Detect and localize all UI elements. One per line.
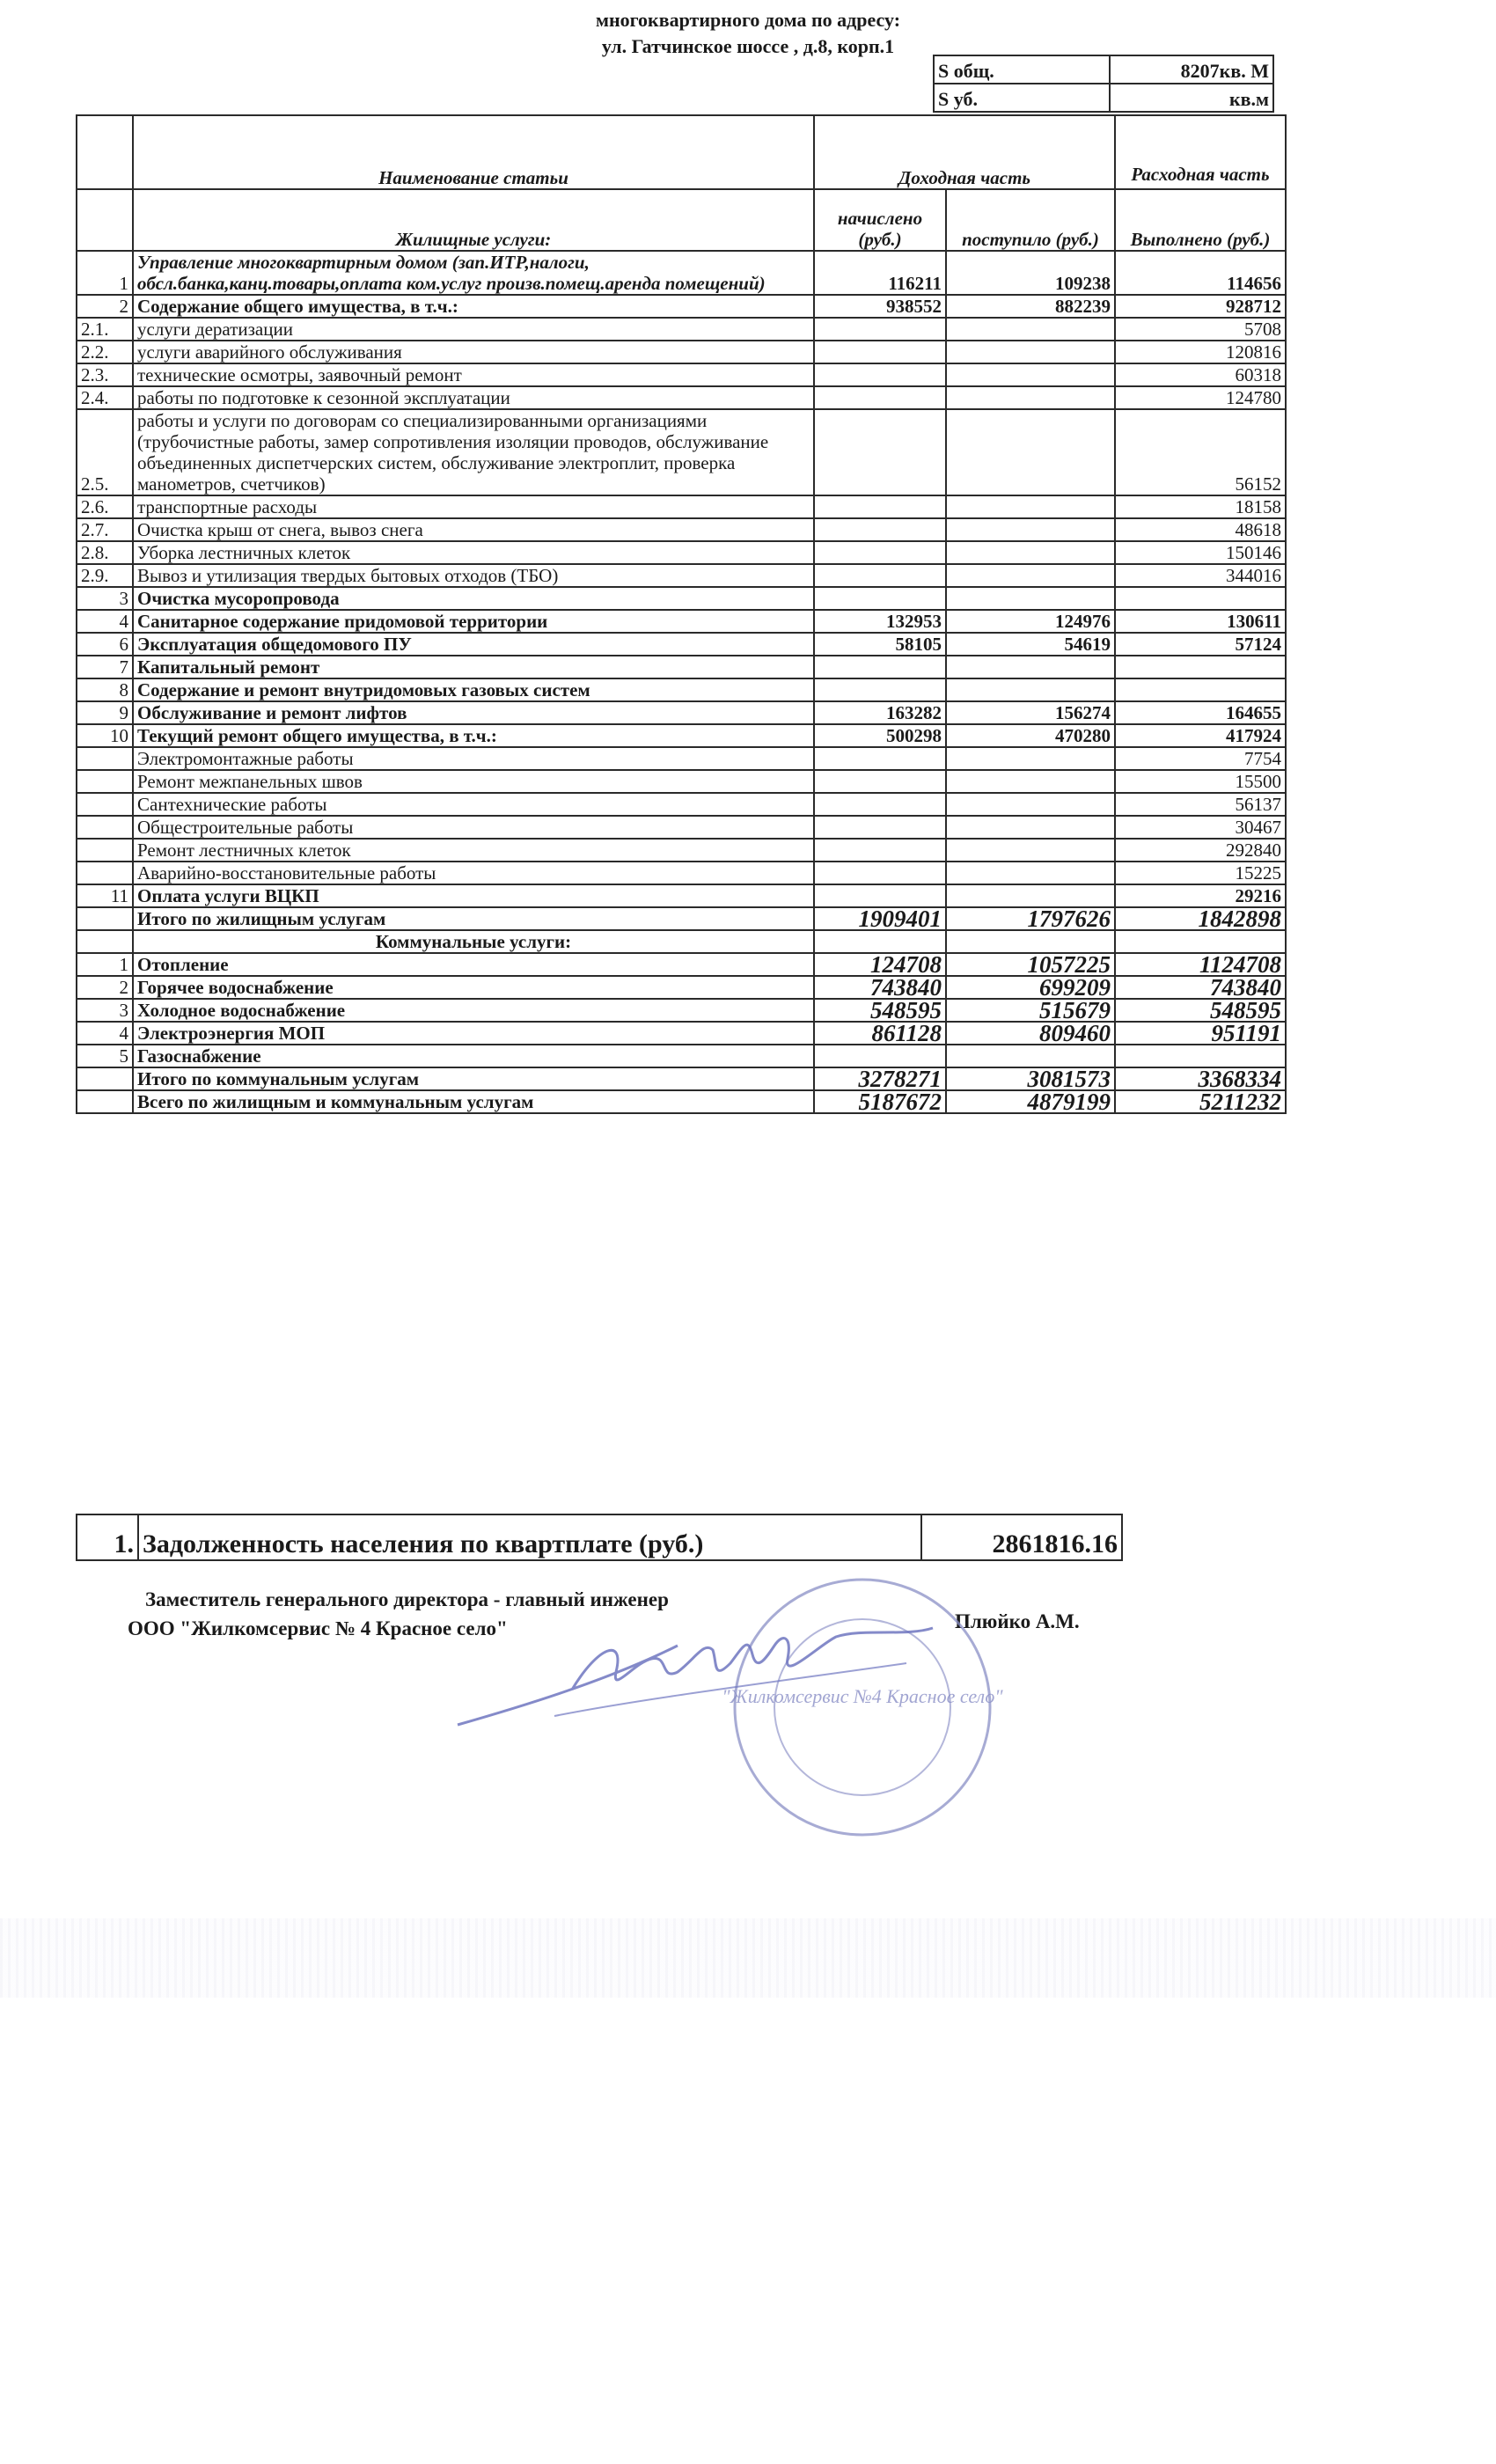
table-row [77,610,1286,633]
row-charged: 1909401 [814,907,946,930]
table-row [77,816,1286,839]
row-done: 7754 [1115,747,1286,770]
row-charged [814,587,946,610]
row-done [1115,587,1286,610]
row-charged [814,564,946,587]
row-number: 11 [77,884,133,907]
row-done: 5708 [1115,318,1286,341]
row-number: 9 [77,701,133,724]
row-name: работы по подготовке к сезонной эксплуатации [133,386,814,409]
s-ub-value: кв.м [1110,84,1273,112]
row-name: Текущий ремонт общего имущества, в т.ч.: [133,724,814,747]
table-row [77,656,1286,678]
header-line-1: многоквартирного дома по адресу: [595,9,901,31]
row-done: 344016 [1115,564,1286,587]
row-done: 3368334 [1115,1067,1286,1090]
row-received [946,816,1115,839]
table-row [77,839,1286,862]
table-row [77,386,1286,409]
row-received [946,386,1115,409]
row-received [946,541,1115,564]
table-row [77,318,1286,341]
row-charged [814,518,946,541]
table-row [77,770,1286,793]
row-received: 1057225 [946,953,1115,976]
row-done: 56137 [1115,793,1286,816]
row-done: 29216 [1115,884,1286,907]
row-received [946,839,1115,862]
row-number: 7 [77,656,133,678]
row-received: 156274 [946,701,1115,724]
row-done: 114656 [1115,251,1286,295]
debt-table [76,1514,1123,1561]
row-number: 2.1. [77,318,133,341]
row-received [946,564,1115,587]
row-done: 743840 [1115,976,1286,999]
row-number [77,747,133,770]
row-done: 548595 [1115,999,1286,1022]
col-name-header: Наименование статьи [133,115,814,189]
debt-label: Задолженность населения по квартплате (руб.) [138,1514,921,1560]
row-name: Итого по коммунальным услугам [133,1067,814,1090]
table-row [77,1090,1286,1113]
table-row [77,633,1286,656]
row-number: 8 [77,678,133,701]
table-row [77,747,1286,770]
row-done: 15500 [1115,770,1286,793]
col-expense-header: Расходная часть [1115,115,1286,189]
signer-name: Плюйко А.М. [955,1610,1080,1632]
row-done: 150146 [1115,541,1286,564]
row-charged [814,656,946,678]
col-income-header: Доходная часть [814,115,1115,189]
row-number: 10 [77,724,133,747]
row-received: 699209 [946,976,1115,999]
signer-org: ООО "Жилкомсервис № 4 Красное село" [128,1617,508,1639]
row-name: Оплата услуги ВЦКП [133,884,814,907]
row-name: Содержание и ремонт внутридомовых газовых систем [133,678,814,701]
row-done: 292840 [1115,839,1286,862]
row-received: 809460 [946,1022,1115,1045]
row-received [946,518,1115,541]
table-row [77,701,1286,724]
row-done: 120816 [1115,341,1286,363]
table-row [77,678,1286,701]
row-charged [814,386,946,409]
row-number [77,907,133,930]
row-done [1115,678,1286,701]
section-housing: Жилищные услуги: [133,189,814,251]
row-done: 15225 [1115,862,1286,884]
row-received [946,409,1115,495]
row-received: 470280 [946,724,1115,747]
table-row [77,1067,1286,1090]
s-ub-label: S уб. [934,84,1110,112]
row-charged [814,318,946,341]
row-charged [814,363,946,386]
row-number: 2.3. [77,363,133,386]
table-row [77,587,1286,610]
row-received [946,747,1115,770]
row-received: 4879199 [946,1090,1115,1113]
row-name: Коммунальные услуги: [133,930,814,953]
row-number: 3 [77,999,133,1022]
row-charged: 5187672 [814,1090,946,1113]
row-name: Общестроительные работы [133,816,814,839]
row-received [946,930,1115,953]
row-name: работы и услуги по договорам со специализированными организациями (трубочистные работы, замер сопротивления изоляции проводов, обслуживание объединенных диспетчерских систем, обслуживание электроплит, проверка манометров, счетчиков) [133,409,814,495]
table-row [77,541,1286,564]
row-done [1115,656,1286,678]
row-name: Ремонт лестничных клеток [133,839,814,862]
table-row [77,793,1286,816]
row-name: Электромонтажные работы [133,747,814,770]
row-done [1115,930,1286,953]
row-number [77,1067,133,1090]
row-charged: 861128 [814,1022,946,1045]
row-charged: 124708 [814,953,946,976]
row-done: 164655 [1115,701,1286,724]
row-number: 2.4. [77,386,133,409]
row-received [946,793,1115,816]
row-done: 1124708 [1115,953,1286,976]
row-done [1115,1045,1286,1067]
row-received [946,656,1115,678]
s-total-label: S общ. [934,55,1110,84]
table-row [77,930,1286,953]
col-received: поступило (руб.) [946,189,1115,251]
table-row [77,976,1286,999]
stamp-text: "Жилкомсервис №4 Красное село" [722,1685,1003,1707]
table-row [77,907,1286,930]
row-charged: 163282 [814,701,946,724]
col-charged: начислено (руб.) [814,189,946,251]
row-number: 2.9. [77,564,133,587]
table-row [77,862,1286,884]
row-name: Аварийно-восстановительные работы [133,862,814,884]
row-done: 60318 [1115,363,1286,386]
row-name: Управление многоквартирным домом (зап.ИТР,налоги, обсл.банка,канц.товары,оплата ком.услуг произв.помещ.аренда помещений) [133,251,814,295]
row-charged: 500298 [814,724,946,747]
header-line-2: ул. Гатчинское шоссе , д.8, корп.1 [601,35,895,57]
table-row [77,363,1286,386]
row-name: Итого по жилищным услугам [133,907,814,930]
row-name: Ремонт межпанельных швов [133,770,814,793]
row-charged [814,341,946,363]
row-number: 2 [77,295,133,318]
row-number [77,770,133,793]
row-number: 4 [77,1022,133,1045]
row-number [77,862,133,884]
table-row [77,1022,1286,1045]
row-number: 5 [77,1045,133,1067]
row-charged: 548595 [814,999,946,1022]
row-number [77,816,133,839]
row-received [946,341,1115,363]
row-number: 1 [77,251,133,295]
row-done: 5211232 [1115,1090,1286,1113]
row-name: Сантехнические работы [133,793,814,816]
signer-title: Заместитель генерального директора - главный инженер [145,1588,669,1610]
debt-number: 1. [77,1514,138,1560]
row-name: Капитальный ремонт [133,656,814,678]
row-received: 515679 [946,999,1115,1022]
row-number: 2.7. [77,518,133,541]
table-body [77,251,1286,1113]
row-number: 1 [77,953,133,976]
table-row [77,884,1286,907]
table-row [77,999,1286,1022]
row-received [946,587,1115,610]
scan-artifact [0,1918,1496,1998]
row-number: 2.2. [77,341,133,363]
row-received [946,1045,1115,1067]
row-received [946,678,1115,701]
row-name: Санитарное содержание придомовой территории [133,610,814,633]
row-name: Очистка крыш от снега, вывоз снега [133,518,814,541]
row-number: 6 [77,633,133,656]
row-number: 4 [77,610,133,633]
row-done: 1842898 [1115,907,1286,930]
row-received [946,318,1115,341]
row-name: Обслуживание и ремонт лифтов [133,701,814,724]
header-blank-2 [77,189,133,251]
handwritten-signature [449,1610,942,1742]
row-name: Газоснабжение [133,1045,814,1067]
report-table [76,114,1287,1114]
row-charged [814,862,946,884]
row-charged: 116211 [814,251,946,295]
row-charged [814,747,946,770]
row-done: 18158 [1115,495,1286,518]
row-number [77,1090,133,1113]
row-received: 3081573 [946,1067,1115,1090]
row-received [946,770,1115,793]
table-row [77,295,1286,318]
row-received: 1797626 [946,907,1115,930]
table-row [77,251,1286,295]
row-charged [814,541,946,564]
row-name: Отопление [133,953,814,976]
debt-value: 2861816.16 [921,1514,1122,1560]
row-received: 124976 [946,610,1115,633]
row-received [946,495,1115,518]
row-received: 54619 [946,633,1115,656]
table-row [77,341,1286,363]
row-name: Холодное водоснабжение [133,999,814,1022]
row-name: транспортные расходы [133,495,814,518]
row-number [77,793,133,816]
row-number [77,930,133,953]
row-charged: 58105 [814,633,946,656]
row-name: Очистка мусоропровода [133,587,814,610]
row-received [946,884,1115,907]
row-name: Вывоз и утилизация твердых бытовых отходов (ТБО) [133,564,814,587]
s-total-value: 8207кв. М [1110,55,1273,84]
row-number: 2.8. [77,541,133,564]
table-row [77,1045,1286,1067]
area-table [933,55,1274,113]
table-row [77,564,1286,587]
row-done: 124780 [1115,386,1286,409]
row-number: 2 [77,976,133,999]
row-charged: 132953 [814,610,946,633]
row-name: Содержание общего имущества, в т.ч.: [133,295,814,318]
row-charged [814,1045,946,1067]
row-received: 109238 [946,251,1115,295]
row-name: услуги дератизации [133,318,814,341]
row-charged [814,816,946,839]
row-received [946,862,1115,884]
row-charged: 3278271 [814,1067,946,1090]
row-charged [814,678,946,701]
row-charged: 938552 [814,295,946,318]
row-charged [814,839,946,862]
row-done: 130611 [1115,610,1286,633]
row-done: 56152 [1115,409,1286,495]
row-received: 882239 [946,295,1115,318]
row-done: 417924 [1115,724,1286,747]
row-name: Горячее водоснабжение [133,976,814,999]
row-name: услуги аварийного обслуживания [133,341,814,363]
table-row [77,409,1286,495]
row-number: 3 [77,587,133,610]
row-name: Электроэнергия МОП [133,1022,814,1045]
row-charged [814,770,946,793]
row-name: Эксплуатация общедомового ПУ [133,633,814,656]
row-name: Всего по жилищным и коммунальным услугам [133,1090,814,1113]
row-done: 951191 [1115,1022,1286,1045]
row-done: 48618 [1115,518,1286,541]
header-blank [77,115,133,189]
table-row [77,518,1286,541]
table-row [77,495,1286,518]
row-number: 2.6. [77,495,133,518]
row-received [946,363,1115,386]
row-name: технические осмотры, заявочный ремонт [133,363,814,386]
row-number: 2.5. [77,409,133,495]
row-charged [814,495,946,518]
row-charged [814,884,946,907]
col-done: Выполнено (руб.) [1115,189,1286,251]
row-number [77,839,133,862]
row-done: 57124 [1115,633,1286,656]
row-charged [814,930,946,953]
table-row [77,724,1286,747]
table-row [77,953,1286,976]
row-done: 30467 [1115,816,1286,839]
row-charged [814,409,946,495]
row-charged: 743840 [814,976,946,999]
row-charged [814,793,946,816]
row-done: 928712 [1115,295,1286,318]
row-name: Уборка лестничных клеток [133,541,814,564]
